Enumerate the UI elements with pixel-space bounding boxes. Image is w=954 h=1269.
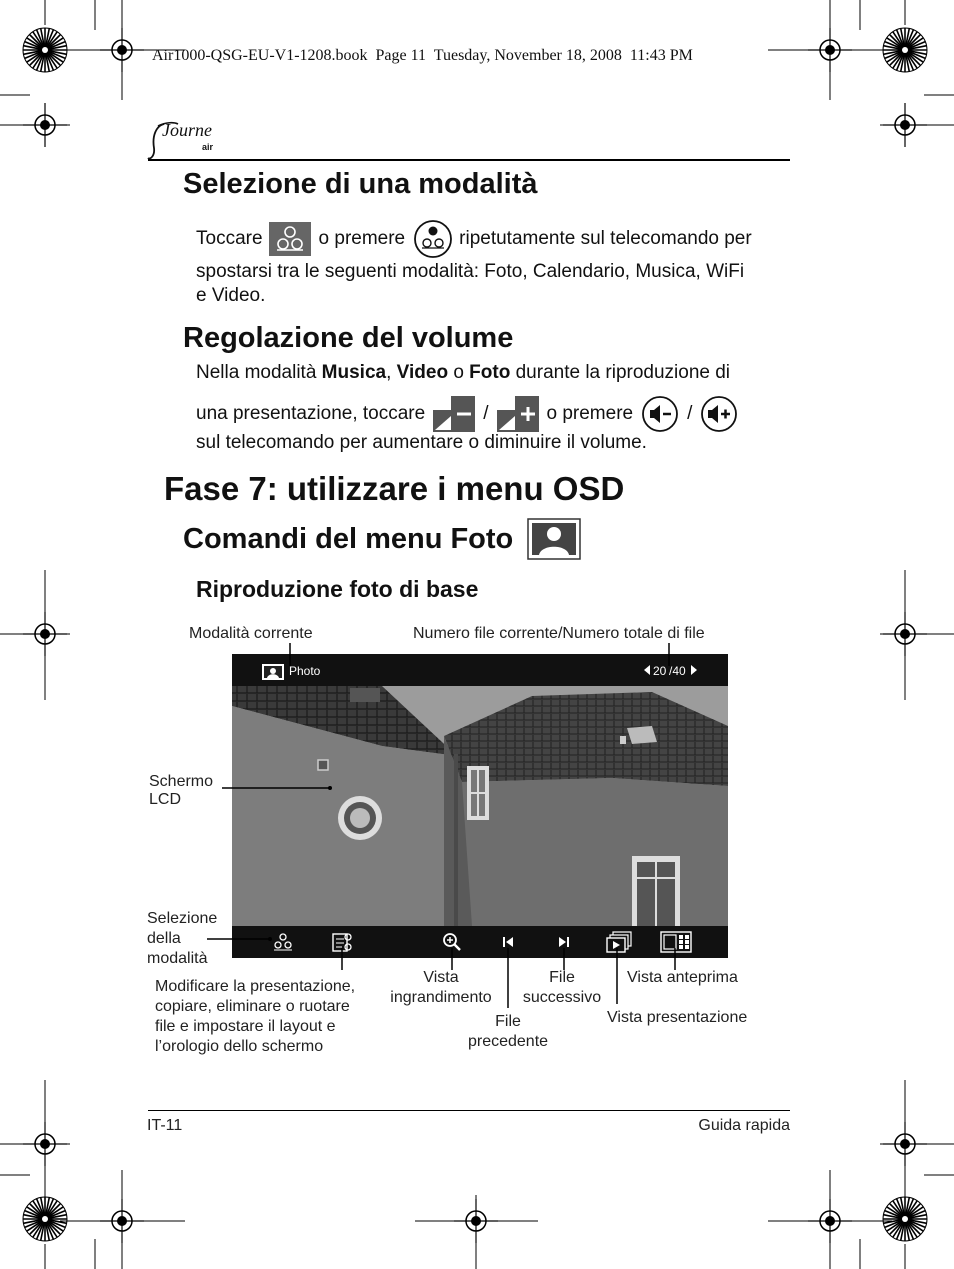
footer-guide-title: Guida rapida [698, 1117, 790, 1134]
comma: , [386, 362, 397, 383]
chapter-title-osd: Fase 7: utilizzare i menu OSD [164, 470, 625, 507]
section-title-volume: Regolazione del volume [183, 322, 514, 354]
callout-mode-sel-line3: modalità [147, 950, 208, 967]
slash-2: / [687, 403, 693, 424]
callout-zoom-view [383, 968, 499, 1008]
callout-edit-line1: Modificare la presentazione, [155, 978, 356, 995]
callout-next-file [514, 968, 610, 1008]
volume-text-1: Nella modalità [196, 362, 322, 383]
text-o-premere: o premere [318, 228, 406, 249]
section-title-mode-selection: Selezione di una modalità [183, 168, 538, 200]
callout-lcd-line1: Schermo [149, 773, 214, 790]
callout-zoom-line2: ingrandimento [390, 989, 492, 1006]
subsection-title-basic-playback: Riproduzione foto di base [196, 576, 479, 602]
callout-file-counter: Numero file corrente/Numero totale di file [413, 625, 705, 642]
callout-prev-line1: File [495, 1013, 521, 1030]
callout-edit-line2: copiare, eliminare o ruotare [155, 998, 350, 1015]
current-mode-label: Photo [289, 664, 321, 678]
section-title-photo-menu: Comandi del menu Foto [183, 522, 514, 555]
bold-musica: Musica [321, 362, 387, 383]
callout-mode-selection [147, 909, 217, 969]
print-slug-line: Air1000-QSG-EU-V1-1208.book Page 11 Tuesday, November 18, 2008 11:43 PM [152, 47, 693, 64]
footer-page-number: IT-11 [147, 1117, 183, 1134]
logo-script: Journe [162, 120, 212, 140]
volume-text-4: o premere [546, 403, 634, 424]
logo-sub: air [202, 142, 214, 152]
callout-lcd-screen [149, 772, 213, 810]
volume-text-3: una presentazione, toccare [196, 403, 426, 424]
text-o: o [448, 362, 470, 383]
file-counter-total: /40 [669, 664, 686, 678]
callout-edit-line3: file e impostare il layout e [155, 1018, 336, 1035]
text-e-video: e Video. [196, 285, 266, 306]
callout-next-line2: successivo [522, 989, 602, 1006]
callout-prev-line2: precedente [467, 1033, 549, 1050]
callout-edit-settings [155, 977, 355, 1057]
text-toccare: Toccare [196, 228, 263, 249]
callout-next-line1: File [549, 969, 575, 986]
callout-current-mode: Modalità corrente [189, 625, 313, 642]
callout-zoom-line1: Vista [423, 969, 459, 986]
slash-1: / [483, 403, 489, 424]
volume-text-2: durante la riproduzione di [510, 362, 731, 383]
callout-lcd-line2: LCD [149, 791, 182, 808]
bold-foto: Foto [469, 362, 511, 383]
callout-mode-sel-line1: Selezione [147, 910, 218, 927]
callout-edit-line4: l’orologio dello schermo [155, 1038, 324, 1055]
callout-slideshow-view: Vista presentazione [607, 1009, 748, 1026]
footer-rule [148, 1110, 790, 1111]
callout-previous-file [458, 1012, 558, 1052]
bold-video: Video [396, 362, 449, 383]
file-counter-current: 20 [653, 664, 667, 678]
volume-text-5: sul telecomando per aumentare o diminuire il volume. [196, 432, 647, 453]
callout-thumbnail-view: Vista anteprima [627, 969, 738, 986]
callout-mode-sel-line2: della [147, 930, 181, 947]
text-ripetutamente: ripetutamente sul telecomando per [459, 228, 752, 249]
text-spostarsi: spostarsi tra le seguenti modalità: Foto, Calendario, Musica, WiFi [196, 261, 745, 282]
